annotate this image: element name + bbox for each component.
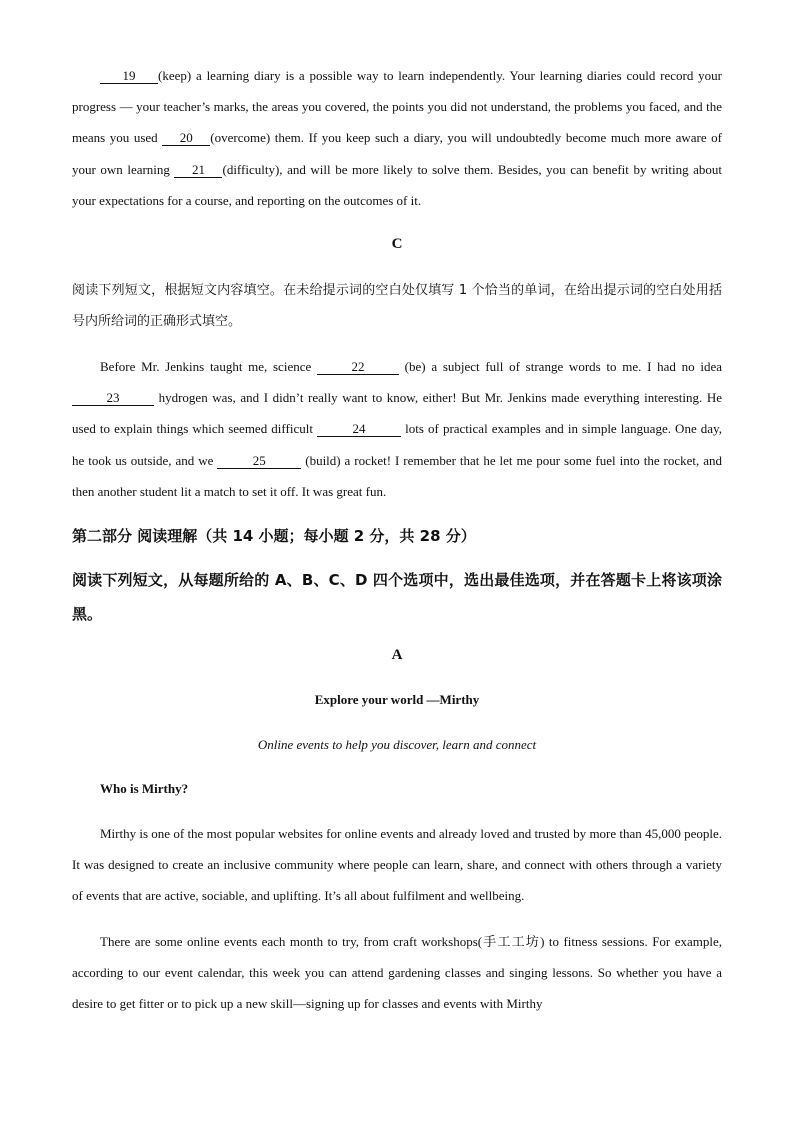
paragraph-mr-jenkins: Before Mr. Jenkins taught me, science 22 (be) a subject full of strange words to me. I had no idea 23 hydrogen was, and I didn’t really want to know, either! But Mr. Jenkins made everything interesting. He used to explain things which seemed difficult 24 lots of practical examples and in simple language. One day, he took us outside, and we 25 (build) a rocket! I remember that he let me pour some fuel into the rocket, and then another student lit a match to set it off. It was great fun. xyxy=(72,359,722,499)
blank-21[interactable]: 21 xyxy=(174,162,222,178)
blank-19[interactable]: 19 xyxy=(100,68,158,84)
blank-23[interactable]: 23 xyxy=(72,390,154,406)
blank-22[interactable]: 22 xyxy=(317,359,399,375)
paragraph-online-events: There are some online events each month to try, from craft workshops(手工工坊) to fitness sessions. For example, according to our event calendar, this week you can attend gardening classes and singing lessons. So whether you have a desire to get fitter or to pick up a new skill—signing up for classes and events with Mirthy xyxy=(72,934,722,1012)
blank-20[interactable]: 20 xyxy=(162,130,210,146)
paragraph-learning-diary: 19 (keep) a learning diary is a possible way to learn independently. Your learning diaries could record your progress — your teacher’s marks, the areas you covered, the points you did not understand, the problems you faced, and the means you used 20 (overcome) them. If you keep such a diary, you will undoubtedly become much more aware of your own learning 21 (difficulty), and will be more likely to solve them. Besides, you can benefit by writing about your expectations for a course, and reporting on the outcomes of it. xyxy=(72,68,723,208)
section-a-letter: A xyxy=(391,647,403,663)
blank-24[interactable]: 24 xyxy=(317,421,401,437)
article-subtitle: Online events to help you discover, learn and connect xyxy=(257,737,537,752)
blank-25[interactable]: 25 xyxy=(217,453,301,469)
section-c-letter: C xyxy=(391,236,403,252)
part-two-heading: 第二部分 阅读理解（共 14 小题；每小题 2 分，共 28 分） xyxy=(72,527,476,545)
article-title: Explore your world —Mirthy xyxy=(314,692,480,707)
who-is-mirthy-heading: Who is Mirthy? xyxy=(100,781,189,796)
section-c-instruction: 阅读下列短文，根据短文内容填空。在未给提示词的空白处仅填写 1 个恰当的单词，在给出提示词的空白处用括号内所给词的正确形式填空。 xyxy=(72,283,722,329)
part-two-instruction: 阅读下列短文，从每题所给的 A、B、C、D 四个选项中，选出最佳选项，并在答题卡上将该项涂黑。 xyxy=(72,571,722,623)
paragraph-mirthy-intro: Mirthy is one of the most popular websites for online events and already loved and trusted by more than 45,000 people. It was designed to create an inclusive community where people can learn, share, and connect with others through a variety of events that are active, sociable, and uplifting. It’s all about fulfilment and wellbeing. xyxy=(72,826,722,904)
